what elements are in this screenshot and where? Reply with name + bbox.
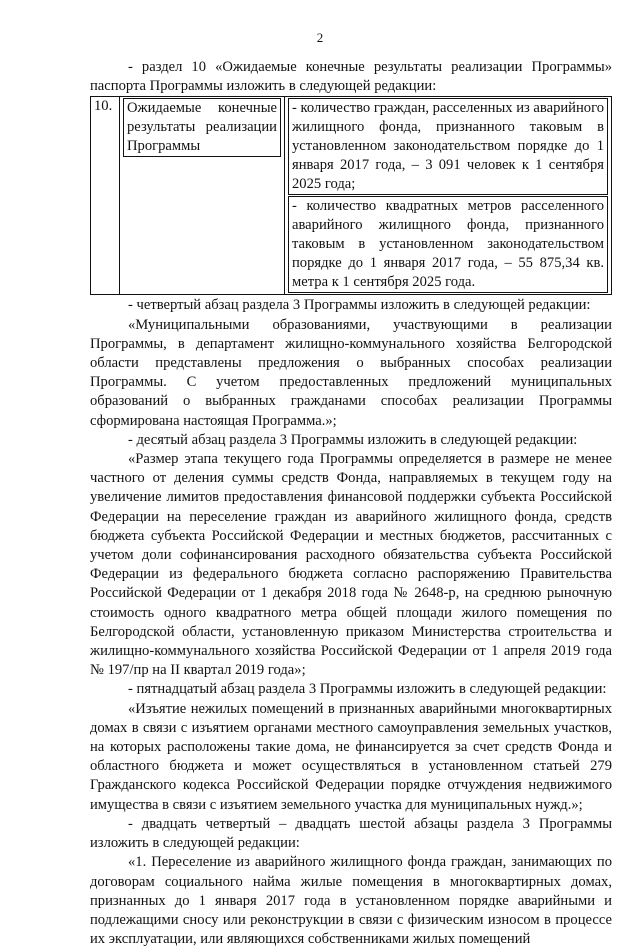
table-row [91,97,612,295]
document-body [90,58,612,949]
paragraph-2: «Муниципальными образованиями, участвующими в реализации Программы, в департамент жилищно-коммунального хозяйства Белгородской области представлены предложения о выбранных способах реализации Программы. С учетом предоставленных предложений муниципальных образований о выбранных гражданами способах реализации Программы сформирована настоящая Программа.»; [90,316,612,429]
paragraph-4: «Размер этапа текущего года Программы определяется в размере не менее частного от деления суммы средств Фонда, направляемых в текущем году на увеличение лимитов предоставления финансовой поддержки субъекта Российской Федерации на переселение граждан из аварийного жилищного фонда, средств бюджета субъекта Российской Федерации и местных бюджетов, рассчитанных с учетом доли софинансирования расходного обязательства субъекта Российской Федерации из федерального бюджета согласно распоряжению Правительства Российской Федерации от 1 декабря 2018 года № 2648-р, на среднюю рыночную стоимость одного квадратного метра общей площади жилого помещения по Белгородской области, установленную приказом Министерства строительства и жилищно-коммунального хозяйства Российской Федерации от 1 апреля 2019 года № 197/пр на II квартал 2019 года»; [90,451,612,679]
row-number: 10. [91,97,120,295]
paragraph-5: - пятнадцатый абзац раздела 3 Программы изложить в следующей редакции: [128,681,607,698]
row-name [120,97,285,295]
paragraph-7: - двадцать четвертый – двадцать шестой абзацы раздела 3 Программы изложить в следующей редакции: [90,815,612,852]
intro-paragraph: - раздел 10 «Ожидаемые конечные результаты реализации Программы» паспорта Программы изложить в следующей редакции: [90,59,612,95]
row-name-text: Ожидаемые конечные результаты реализации Программы [123,98,281,157]
paragraph-6: «Изъятие нежилых помещений в признанных аварийными многоквартирных домах в связи с изъятием органами местного самоуправления земельных участков, на которых расположены такие дома, не финансируется за счет средств Фонда и областного бюджета и может осуществляться в установленном статьей 279 Гражданского кодекса Российской Федерации порядке отчуждения недвижимого имущества в связи с изъятием земельного участка для муниципальных нужд.»; [90,700,612,813]
passport-table [90,96,612,295]
row-value [285,97,612,295]
paragraph-3: - десятый абзац раздела 3 Программы изложить в следующей редакции: [128,431,578,448]
row-value-item-2: - количество квадратных метров расселенного аварийного жилищного фонда, признанного таковым в установленном законодательством порядке до 1 января 2017 года, – 55 875,34 кв. метра к 1 сентября 2025 года. [288,196,608,293]
row-value-item-1: - количество граждан, расселенных из аварийного жилищного фонда, признанного таковым в установленном законодательством порядке до 1 января 2017 года, – 3 091 человек к 1 сентября 2025 года; [288,98,608,195]
page-number: 2 [316,30,324,45]
paragraph-1: - четвертый абзац раздела 3 Программы изложить в следующей редакции: [128,297,591,314]
paragraph-8: «1. Переселение из аварийного жилищного фонда граждан, занимающих по договорам социального найма жилые помещения в многоквартирных домах, признанных до 1 января 2017 года в установленном порядке аварийными и подлежащими сносу или реконструкции в связи с физическим износом в процессе их эксплуатации, или являющихся собственниками жилых помещений [90,854,612,948]
